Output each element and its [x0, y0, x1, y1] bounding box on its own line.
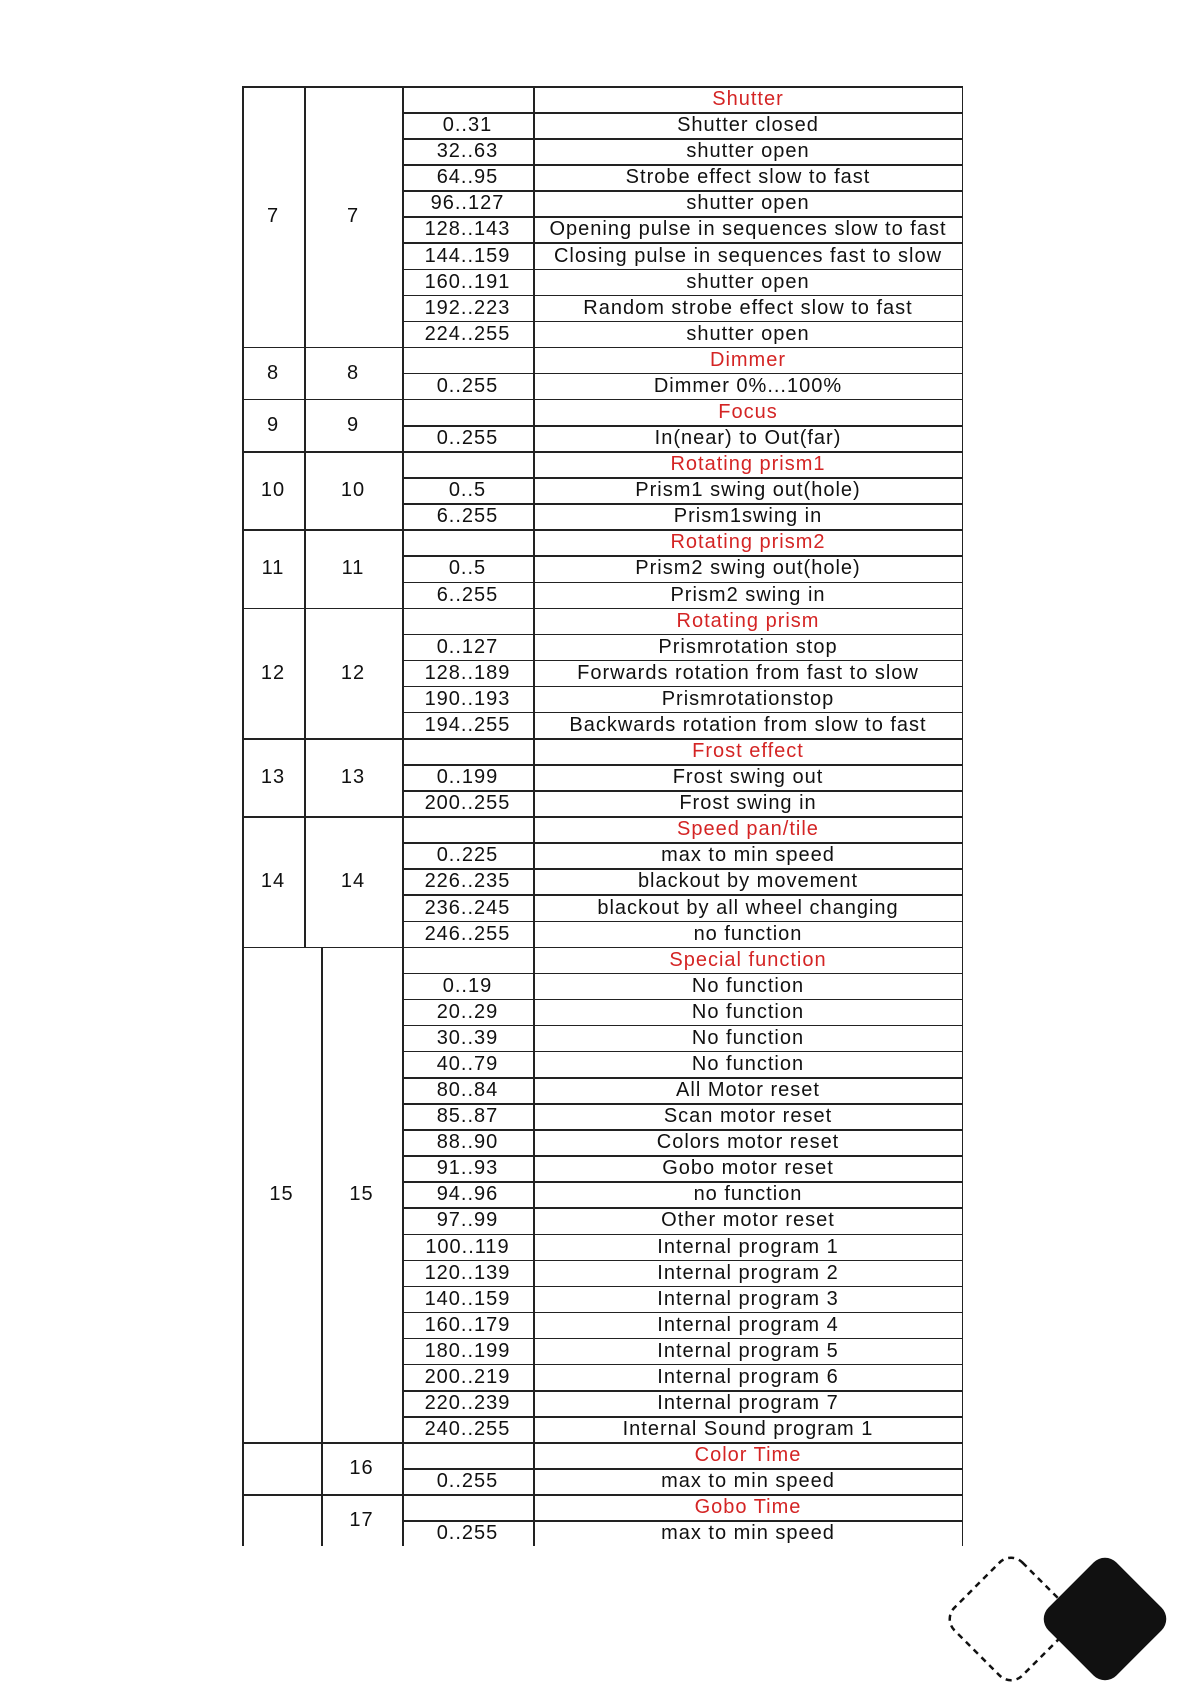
channel-number-mode1: 8 — [266, 361, 280, 384]
col-border-left — [242, 86, 244, 347]
dmx-range-cell: 190..193 — [424, 687, 511, 710]
function-header: Rotating prism2 — [670, 531, 826, 554]
function-header: Color Time — [694, 1444, 802, 1467]
row-divider — [402, 686, 963, 688]
function-description: Internal program 2 — [657, 1261, 839, 1284]
row-divider — [402, 1390, 963, 1392]
col-border-channel — [304, 399, 306, 451]
function-description: Scan motor reset — [663, 1105, 833, 1128]
function-description: All Motor reset — [676, 1079, 820, 1102]
dmx-range-cell: 32..63 — [436, 140, 499, 163]
function-header: Gobo Time — [694, 1496, 802, 1519]
channel-number-mode1: 12 — [260, 661, 286, 684]
channel-number-mode1: 15 — [269, 1183, 294, 1206]
col-border-left — [242, 399, 244, 451]
col-border-right — [962, 816, 964, 946]
dmx-range-cell: 236..245 — [424, 896, 511, 919]
col-border-desc — [533, 608, 535, 738]
row-divider — [402, 373, 963, 375]
function-description: Prism1swing in — [673, 505, 823, 528]
col-border-desc — [533, 947, 535, 1443]
channel-number-mode2: 12 — [340, 661, 366, 684]
col-border-range — [402, 451, 404, 529]
dmx-range-cell: 240..255 — [424, 1418, 511, 1441]
row-divider — [402, 868, 963, 870]
col-border-channel — [304, 451, 306, 529]
dmx-range-cell: 0..31 — [442, 114, 493, 137]
row-divider — [402, 321, 963, 323]
col-border-right — [962, 738, 964, 816]
col-border-channel — [304, 86, 306, 347]
col-border-left — [242, 347, 244, 399]
function-header: Frost effect — [692, 740, 804, 763]
row-divider — [402, 1338, 963, 1340]
row-divider — [402, 660, 963, 662]
function-description: In(near) to Out(far) — [654, 427, 842, 450]
row-divider — [402, 555, 963, 557]
col-border-left — [242, 947, 244, 1443]
row-divider — [402, 1207, 963, 1209]
col-border-range — [402, 1442, 404, 1494]
dmx-range-cell: 91..93 — [436, 1157, 499, 1180]
function-description: Gobo motor reset — [662, 1157, 834, 1180]
col-border-range — [402, 399, 404, 451]
row-divider — [402, 190, 963, 192]
col-border-right — [962, 608, 964, 738]
col-border-channel — [321, 1442, 323, 1494]
row-divider — [402, 1364, 963, 1366]
col-border-range — [402, 347, 404, 399]
channel-number-mode2: 16 — [349, 1457, 374, 1480]
dmx-range-cell: 200..219 — [424, 1365, 511, 1388]
function-description: shutter open — [686, 192, 810, 215]
channel-number-mode1: 11 — [261, 557, 285, 580]
col-border-desc — [533, 1442, 535, 1494]
function-description: max to min speed — [661, 844, 835, 867]
function-description: shutter open — [686, 140, 810, 163]
col-border-channel — [304, 347, 306, 399]
dmx-range-cell: 0..255 — [436, 1470, 499, 1493]
function-description: No function — [691, 1000, 805, 1023]
function-description: Internal program 1 — [657, 1235, 839, 1258]
function-description: Prismrotationstop — [661, 687, 835, 710]
col-border-range — [402, 529, 404, 607]
col-border-range — [402, 816, 404, 946]
function-description: Forwards rotation from fast to slow — [577, 661, 919, 684]
function-header: Special function — [669, 948, 827, 971]
dmx-range-cell: 192..223 — [424, 296, 511, 319]
function-description: Prism1 swing out(hole) — [635, 479, 861, 502]
row-divider — [402, 216, 963, 218]
function-header: Shutter — [712, 88, 784, 111]
function-description: Closing pulse in sequences fast to slow — [553, 244, 943, 267]
dmx-range-cell: 246..255 — [424, 922, 511, 945]
dmx-range-cell: 97..99 — [436, 1209, 499, 1232]
function-description: Internal program 5 — [657, 1339, 839, 1362]
dmx-range-cell: 0..255 — [436, 1522, 499, 1545]
dmx-range-cell: 6..255 — [436, 583, 499, 606]
function-description: No function — [691, 1026, 805, 1049]
row-divider — [402, 1155, 963, 1157]
function-description: max to min speed — [661, 1522, 835, 1545]
dmx-range-cell: 85..87 — [436, 1105, 499, 1128]
col-border-channel — [304, 608, 306, 738]
dmx-range-cell: 0..127 — [436, 635, 499, 658]
function-description: Opening pulse in sequences slow to fast — [549, 218, 947, 241]
dmx-range-cell: 224..255 — [424, 322, 511, 345]
dmx-range-cell: 0..255 — [436, 427, 499, 450]
row-divider — [402, 712, 963, 714]
function-header: Rotating prism1 — [670, 453, 826, 476]
row-divider — [402, 503, 963, 505]
col-border-right — [962, 86, 964, 347]
col-border-right — [962, 529, 964, 607]
row-divider — [402, 138, 963, 140]
function-description: Shutter closed — [677, 114, 819, 137]
col-border-desc — [533, 1494, 535, 1546]
dmx-range-cell: 128..189 — [424, 661, 511, 684]
function-header: Speed pan/tile — [677, 818, 819, 841]
col-border-desc — [533, 399, 535, 451]
dmx-range-cell: 88..90 — [436, 1131, 499, 1154]
col-border-right — [962, 1442, 964, 1494]
dmx-range-cell: 194..255 — [424, 713, 511, 736]
function-description: Dimmer 0%...100% — [653, 374, 843, 397]
col-border-desc — [533, 529, 535, 607]
channel-number-mode1: 13 — [260, 766, 286, 789]
dmx-range-cell: 64..95 — [436, 166, 499, 189]
row-divider — [402, 1520, 963, 1522]
row-divider — [402, 1025, 963, 1027]
dmx-range-cell: 128..143 — [424, 218, 511, 241]
function-description: Prism2 swing out(hole) — [635, 557, 861, 580]
col-border-channel — [304, 529, 306, 607]
dmx-range-cell: 40..79 — [436, 1052, 499, 1075]
dmx-range-cell: 0..225 — [436, 844, 499, 867]
dmx-range-cell: 0..255 — [436, 374, 499, 397]
channel-number-mode1: 7 — [266, 205, 280, 228]
function-description: Internal program 7 — [657, 1392, 839, 1415]
dmx-range-cell: 0..5 — [448, 479, 487, 502]
col-border-left — [242, 529, 244, 607]
row-divider — [402, 1312, 963, 1314]
function-description: Internal program 6 — [657, 1365, 839, 1388]
row-divider — [402, 634, 963, 636]
function-header: Dimmer — [710, 348, 786, 371]
function-description: No function — [691, 974, 805, 997]
col-border-range — [402, 738, 404, 816]
channel-number-mode2: 13 — [340, 766, 366, 789]
function-description: Strobe effect slow to fast — [625, 166, 871, 189]
function-description: Internal program 4 — [657, 1313, 839, 1336]
function-description: no function — [693, 1183, 803, 1206]
row-divider — [402, 1051, 963, 1053]
function-description: Internal program 3 — [657, 1287, 839, 1310]
dmx-range-cell: 30..39 — [436, 1026, 499, 1049]
row-divider — [402, 1077, 963, 1079]
dmx-range-cell: 0..5 — [448, 557, 487, 580]
function-description: shutter open — [686, 322, 810, 345]
col-border-right — [962, 347, 964, 399]
function-description: max to min speed — [661, 1470, 835, 1493]
row-divider — [402, 973, 963, 975]
col-border-range — [402, 947, 404, 1443]
col-border-left — [242, 451, 244, 529]
col-border-desc — [533, 738, 535, 816]
dmx-range-cell: 226..235 — [424, 870, 511, 893]
row-divider — [402, 1129, 963, 1131]
dmx-range-cell: 100..119 — [425, 1235, 510, 1258]
col-border-right — [962, 451, 964, 529]
channel-number-mode2: 11 — [341, 557, 365, 580]
function-header: Rotating prism — [676, 609, 820, 632]
row-divider — [402, 295, 963, 297]
function-description: Random strobe effect slow to fast — [583, 296, 913, 319]
channel-number-mode1: 10 — [260, 479, 286, 502]
col-border-left — [242, 816, 244, 946]
function-header: Focus — [718, 400, 778, 423]
function-description: No function — [691, 1052, 805, 1075]
channel-number-mode2: 14 — [340, 870, 366, 893]
row-divider — [402, 582, 963, 584]
function-description: shutter open — [686, 270, 810, 293]
row-divider — [402, 269, 963, 271]
row-divider — [402, 1286, 963, 1288]
row-divider — [402, 112, 963, 114]
col-border-channel — [304, 738, 306, 816]
col-border-right — [962, 1494, 964, 1546]
function-description: blackout by movement — [637, 870, 859, 893]
col-border-right — [962, 399, 964, 451]
row-divider — [402, 790, 963, 792]
dmx-range-cell: 180..199 — [424, 1339, 511, 1362]
function-description: Prism2 swing in — [670, 583, 826, 606]
row-divider — [402, 1234, 963, 1236]
col-border-desc — [533, 816, 535, 946]
dmx-range-cell: 0..199 — [436, 766, 499, 789]
row-divider — [402, 477, 963, 479]
function-description: Prismrotation stop — [658, 635, 838, 658]
channel-number-mode2: 10 — [340, 479, 366, 502]
dmx-range-cell: 140..159 — [424, 1287, 511, 1310]
row-divider — [402, 164, 963, 166]
col-border-range — [402, 1494, 404, 1546]
channel-number-mode2: 15 — [349, 1183, 374, 1206]
filled-diamond — [1037, 1556, 1168, 1684]
diamond-decoration — [948, 1556, 1168, 1684]
col-border-channel — [321, 947, 323, 1443]
function-description: blackout by all wheel changing — [597, 896, 899, 919]
dmx-range-cell: 6..255 — [436, 505, 499, 528]
col-border-channel — [304, 816, 306, 946]
dmx-range-cell: 160..191 — [424, 270, 511, 293]
channel-number-mode2: 9 — [346, 414, 360, 437]
channel-number-mode2: 8 — [346, 361, 360, 384]
col-border-range — [402, 86, 404, 347]
dmx-range-cell: 220..239 — [424, 1392, 511, 1415]
row-divider — [402, 1260, 963, 1262]
function-description: Colors motor reset — [656, 1131, 840, 1154]
col-border-right — [962, 947, 964, 1443]
row-divider — [402, 1416, 963, 1418]
channel-number-mode1: 9 — [266, 414, 280, 437]
row-divider — [402, 921, 963, 923]
col-border-desc — [533, 347, 535, 399]
channel-number-mode1: 14 — [260, 870, 286, 893]
dmx-channel-table — [242, 86, 963, 1564]
dmx-range-cell: 94..96 — [436, 1183, 499, 1206]
col-border-left — [242, 608, 244, 738]
dmx-range-cell: 200..255 — [424, 792, 511, 815]
dmx-range-cell: 20..29 — [436, 1000, 499, 1023]
col-border-range — [402, 608, 404, 738]
col-border-left — [242, 738, 244, 816]
function-description: Frost swing out — [672, 766, 824, 789]
channel-number-mode2: 17 — [349, 1509, 374, 1532]
row-divider — [402, 764, 963, 766]
col-border-left — [242, 1494, 244, 1546]
dmx-range-cell: 144..159 — [424, 244, 511, 267]
col-border-desc — [533, 86, 535, 347]
dmx-range-cell: 96..127 — [430, 192, 505, 215]
row-divider — [402, 425, 963, 427]
row-divider — [402, 842, 963, 844]
row-divider — [402, 1181, 963, 1183]
col-border-left — [242, 1442, 244, 1494]
function-description: no function — [693, 922, 803, 945]
col-border-desc — [533, 451, 535, 529]
row-divider — [402, 1103, 963, 1105]
dmx-range-cell: 80..84 — [436, 1079, 499, 1102]
channel-number-mode2: 7 — [346, 205, 360, 228]
function-description: Frost swing in — [679, 792, 817, 815]
function-description: Backwards rotation from slow to fast — [569, 713, 927, 736]
row-divider — [402, 894, 963, 896]
row-divider — [402, 999, 963, 1001]
dmx-range-cell: 0..19 — [442, 974, 493, 997]
function-description: Internal Sound program 1 — [622, 1418, 874, 1441]
row-divider — [402, 1468, 963, 1470]
dmx-range-cell: 120..139 — [424, 1261, 511, 1284]
col-border-channel — [321, 1494, 323, 1546]
function-description: Other motor reset — [661, 1209, 835, 1232]
row-divider — [402, 242, 963, 244]
dmx-range-cell: 160..179 — [424, 1313, 511, 1336]
